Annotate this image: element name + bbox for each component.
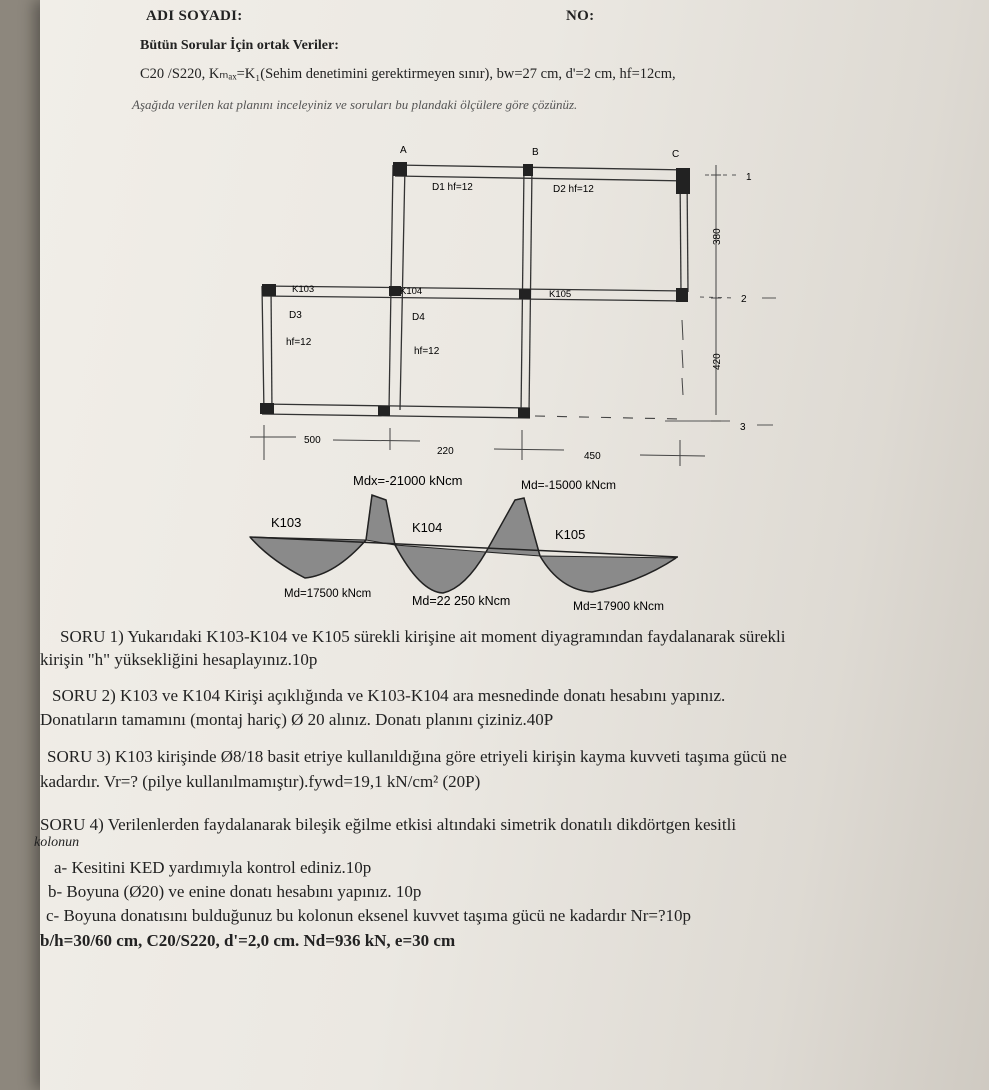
number-label: NO: [566, 8, 595, 24]
slab-d4-label: D4 [412, 312, 425, 323]
beam-k104-label: K104 [400, 286, 423, 297]
question-3-line-2: kadardır. Vr=? (pilye kullanılmamıştır).fywd=19,1 kN/cm² (20P) [40, 772, 481, 791]
dim-500: 500 [304, 435, 321, 446]
axis-label-3: 3 [740, 422, 746, 433]
dim-380: 380 [712, 228, 723, 245]
question-4-item-b: b- Boyuna (Ø20) ve enine donatı hesabını yapınız. 10p [48, 882, 422, 901]
axis-label-a: A [400, 145, 407, 156]
question-3-line-1: SORU 3) K103 kirişinde Ø8/18 basit etriye kullanıldığına göre etriyeli kirişin kayma kuvveti taşıma gücü ne [47, 747, 787, 766]
question-1-line-1: SORU 1) Yukarıdaki K103-K104 ve K105 sürekli kirişine ait moment diyagramından faydalanarak sürekli [60, 627, 786, 646]
slab-d4-hf: hf=12 [414, 346, 440, 357]
question-1-line-2: kirişin "h" yüksekliğini hesaplayınız.10p [40, 650, 318, 669]
question-4-kolonun: kolonun [34, 835, 80, 850]
instruction-line: Aşağıda verilen kat planını inceleyiniz ve soruları bu plandaki ölçülere göre çözünüz. [132, 97, 578, 112]
slab-d1-label: D1 hf=12 [432, 182, 473, 193]
axis-label-b: B [532, 147, 539, 158]
dim-220: 220 [437, 446, 454, 457]
axis-label-2: 2 [741, 294, 747, 305]
slab-d3-label: D3 [289, 310, 302, 321]
question-4-line-1: SORU 4) Verilenlerden faydalanarak bileşik eğilme etkisi altındaki simetrik donatılı dikdörtgen kesitli [40, 815, 737, 834]
question-4-data: b/h=30/60 cm, C20/S220, d'=2,0 cm. Nd=936 kN, e=30 cm [40, 931, 456, 950]
beam-k105-label: K105 [549, 289, 572, 300]
span-moment-3: Md=17900 kNcm [573, 599, 665, 613]
axis-label-c: C [672, 149, 680, 160]
dim-420: 420 [712, 353, 723, 370]
common-data-title: Bütün Sorular İçin ortak Veriler: [140, 38, 339, 53]
support-moment-1: Mdx=-21000 kNcm [353, 473, 463, 488]
beam-k103-label: K103 [292, 284, 315, 295]
span-label-k104: K104 [412, 520, 443, 535]
question-2-line-1: SORU 2) K103 ve K104 Kirişi açıklığında ve K103-K104 ara mesnedinde donatı hesabını yapınız. [52, 686, 726, 705]
support-moment-2: Md=-15000 kNcm [521, 478, 617, 492]
span-label-k105: K105 [555, 527, 586, 542]
question-4-item-a: a- Kesitini KED yardımıyla kontrol ediniz.10p [54, 858, 372, 877]
floor-plan-drawing [40, 0, 989, 640]
question-4-item-c: c- Boyuna donatısını bulduğunuz bu kolonun eksenel kuvvet taşıma gücü ne kadardır Nr=?10p [46, 906, 692, 925]
question-2-line-2: Donatıların tamamını (montaj hariç) Ø 20 alınız. Donatı planını çiziniz.40P [40, 710, 554, 729]
span-moment-1: Md=17500 kNcm [284, 588, 372, 600]
slab-d2-label: D2 hf=12 [553, 184, 594, 195]
name-label: ADI SOYADI: [146, 8, 243, 24]
span-label-k103: K103 [271, 515, 302, 530]
slab-d3-hf: hf=12 [286, 337, 312, 348]
axis-label-1: 1 [746, 172, 752, 183]
dim-450: 450 [584, 451, 601, 462]
common-data-line: C20 /S220, Kₘₐₓ=K₁(Sehim denetimini gerektirmeyen sınır), bw=27 cm, d'=2 cm, hf=12cm, [140, 66, 676, 82]
exam-sheet [34, 0, 989, 1090]
span-moment-2: Md=22 250 kNcm [412, 594, 511, 608]
